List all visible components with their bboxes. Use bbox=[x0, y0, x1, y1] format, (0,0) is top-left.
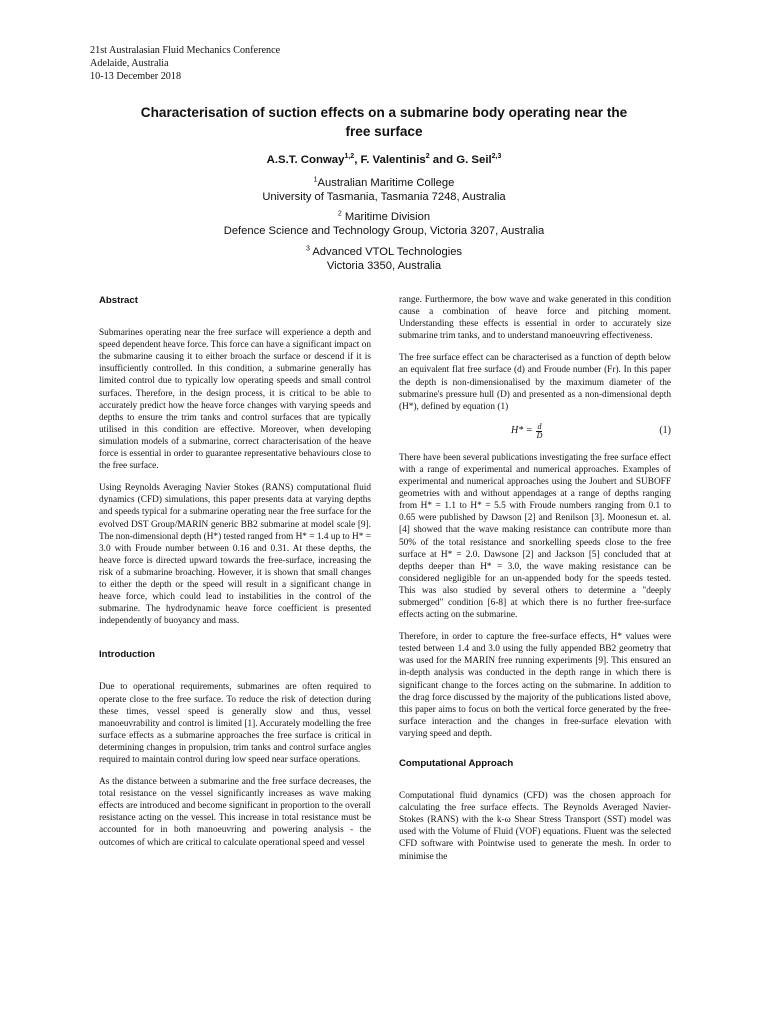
author-name: and G. Seil bbox=[429, 154, 492, 166]
left-column bbox=[99, 295, 371, 859]
body-paragraph: The free surface effect can be characterised as a function of depth below an equivalent flat free surface (d) and Froude number (Fr). In this paper the depth is non-dimensionalised by the maximum diameter of the submarine's pressure hull (D) and presented as a non-dimensional depth (H*), defined by equation (1) bbox=[399, 353, 671, 412]
introduction-paragraph: Due to operational requirements, submarines are often required to operate close to the free surface. To reduce the risk of detection during these times, vessel speed is generally slow and thus, vessel manoeuvrability and control is limited [1]. Accurately modelling the free surface effects as a submarine approaches the free surface is critical in determining changes in propulsion, trim tanks and control surface angles required to maintain control during low speed near surface operations. bbox=[99, 682, 371, 765]
body-paragraph: Computational fluid dynamics (CFD) was the chosen approach for calculating the free surface effects. The Reynolds Averaged Navier-Stokes (RANS) with the k-ω Shear Stress Transport (SST) model was used with the Volume of Fluid (VOF) equations. Fluent was the selected CFD software with Pointwise used to generate the mesh. In order to minimise the bbox=[399, 791, 671, 862]
body-paragraph: Therefore, in order to capture the free-surface effects, H* values were tested between 1.4 and 3.0 using the fully appended BB2 geometry that was used for the MARIN free running experiments [9]. This ensured an in-depth analysis was conducted in the depth range in which there is significant change to the forces acting on the submarine. In addition to the drag force discussed by the majority of the publications listed above, this paper aims to focus on both the vertical force generated by the free-surface interaction and the changes in free-surface elevation with varying speed and depth. bbox=[399, 632, 671, 739]
abstract-heading: Abstract bbox=[99, 295, 138, 306]
paper-title: Characterisation of suction effects on a submarine body operating near the free surface bbox=[140, 105, 628, 139]
conference-location: Adelaide, Australia bbox=[90, 58, 169, 69]
introduction-paragraph: As the distance between a submarine and the free surface decreases, the total resistance on the vessel significantly increases as wave making effects are introduced and become significant in proportion to the overall resistance acting on the vessel. This increase in total resistance must be accounted for in both manoeuvring and powering analysis - the outcomes of which are critical to calculate operational speed and vessel bbox=[99, 777, 371, 848]
conference-info bbox=[90, 44, 280, 83]
affiliation-2: $^2$ Maritime Division Defence Science and Technology Group, Victoria 3207, Australia bbox=[223, 210, 545, 237]
right-column bbox=[399, 294, 671, 873]
introduction-heading: Introduction bbox=[99, 649, 155, 661]
equation-fraction: $\frac{d}{D}$ bbox=[536, 421, 543, 440]
body-paragraph: There have been several publications investigating the free surface effect with a range of experimental and numerical approaches. Examples of experimental and numerical approaches using the Joubert and SUBOFF geometries with and without appendages at a range of depths ranging from H* = 1.1 to H* = 5.5 with Froude numbers ranging from 0.1 to 0.65 were published by Dawson [2] and Renilson [3]. Moonesun et. al. [4] showed that the wave making resistance can contribute more than 50% of the total resistance and snorkelling speeds close to the free surface at H* = 2.0. Dawsone [2] and Jackson [5] concluded that at depths deeper than H* = 3.0, the wave making resistance can be considered negligible for an un-appended body for the speeds tested. This was also studied by several others to determine a "deeply submerged" condition [6-8] at which there is no further free-surface effects acting on the submarine. bbox=[399, 452, 671, 621]
affiliation-3: $^3$ Advanced VTOL Technologies Victoria 3350, Australia bbox=[305, 245, 463, 272]
conference-dates: 10-13 December 2018 bbox=[90, 71, 182, 82]
equation-lhs: H* = bbox=[511, 425, 533, 437]
equation-number: (1) bbox=[659, 425, 671, 437]
author-list: A.S.T. Conway$^{1,2}$, F. Valentinis$^2$ and G. Seil$^{2,3}$ bbox=[266, 153, 502, 166]
body-paragraph: range. Furthermore, the bow wave and wake generated in this condition cause a combination of heave force and pitching moment. Understanding these effects is essential in order to accurately size submarine trim tanks, and to understand manoeuvring effectiveness. bbox=[399, 295, 671, 342]
computational-approach-heading: Computational Approach bbox=[399, 758, 514, 769]
abstract-paragraph: Using Reynolds Averaging Navier Stokes (RANS) computational fluid dynamics (CFD) simulations, this paper presents data at varying depths and speeds typical for a submarine operating near the free surface for the evolved DST Group/MARIN generic BB2 submarine at model scale [9]. The non-dimensional depth (H*) tested ranged from H* = 1.4 up to H* = 3.0 with Froude number between 0.16 and 0.31. At these depths, the heave force is directed upward towards the free-surface, increasing the risk of a submarine broaching. However, it is shown that small changes to either the depth or the speed will result in a significant change in heave force, which could lead to instabilities in the control of the submarine. The hydrodynamic heave force coefficient is presented independently of buoyancy and mass. bbox=[99, 483, 371, 627]
conference-name: 21st Australasian Fluid Mechanics Conference bbox=[90, 45, 281, 56]
affiliation-1: $^1$Australian Maritime College University of Tasmania, Tasmania 7248, Australia bbox=[262, 176, 506, 203]
author-name: A.S.T. Conway bbox=[266, 154, 345, 166]
equation-1 bbox=[399, 423, 671, 440]
author-name: , F. Valentinis bbox=[354, 154, 426, 166]
abstract-paragraph: Submarines operating near the free surface will experience a depth and speed dependent heave force. This force can have a significant impact on the submarine causing it to either broach the surface or descend if it is insufficiently controlled. In this condition, a submarine generally has limited control due to typically low operating speeds and small control surfaces. Therefore, in the design process, it is critical to be able to accurately predict how the heave force changes with varying speeds and depths to ensure the trim tanks and control surfaces that are typically utilised in this condition are effective. Moreover, when developing simulation models of a submarine, correct characterisation of the heave force is essential in order to guarantee representative behaviours close to the free surface. bbox=[99, 328, 371, 472]
